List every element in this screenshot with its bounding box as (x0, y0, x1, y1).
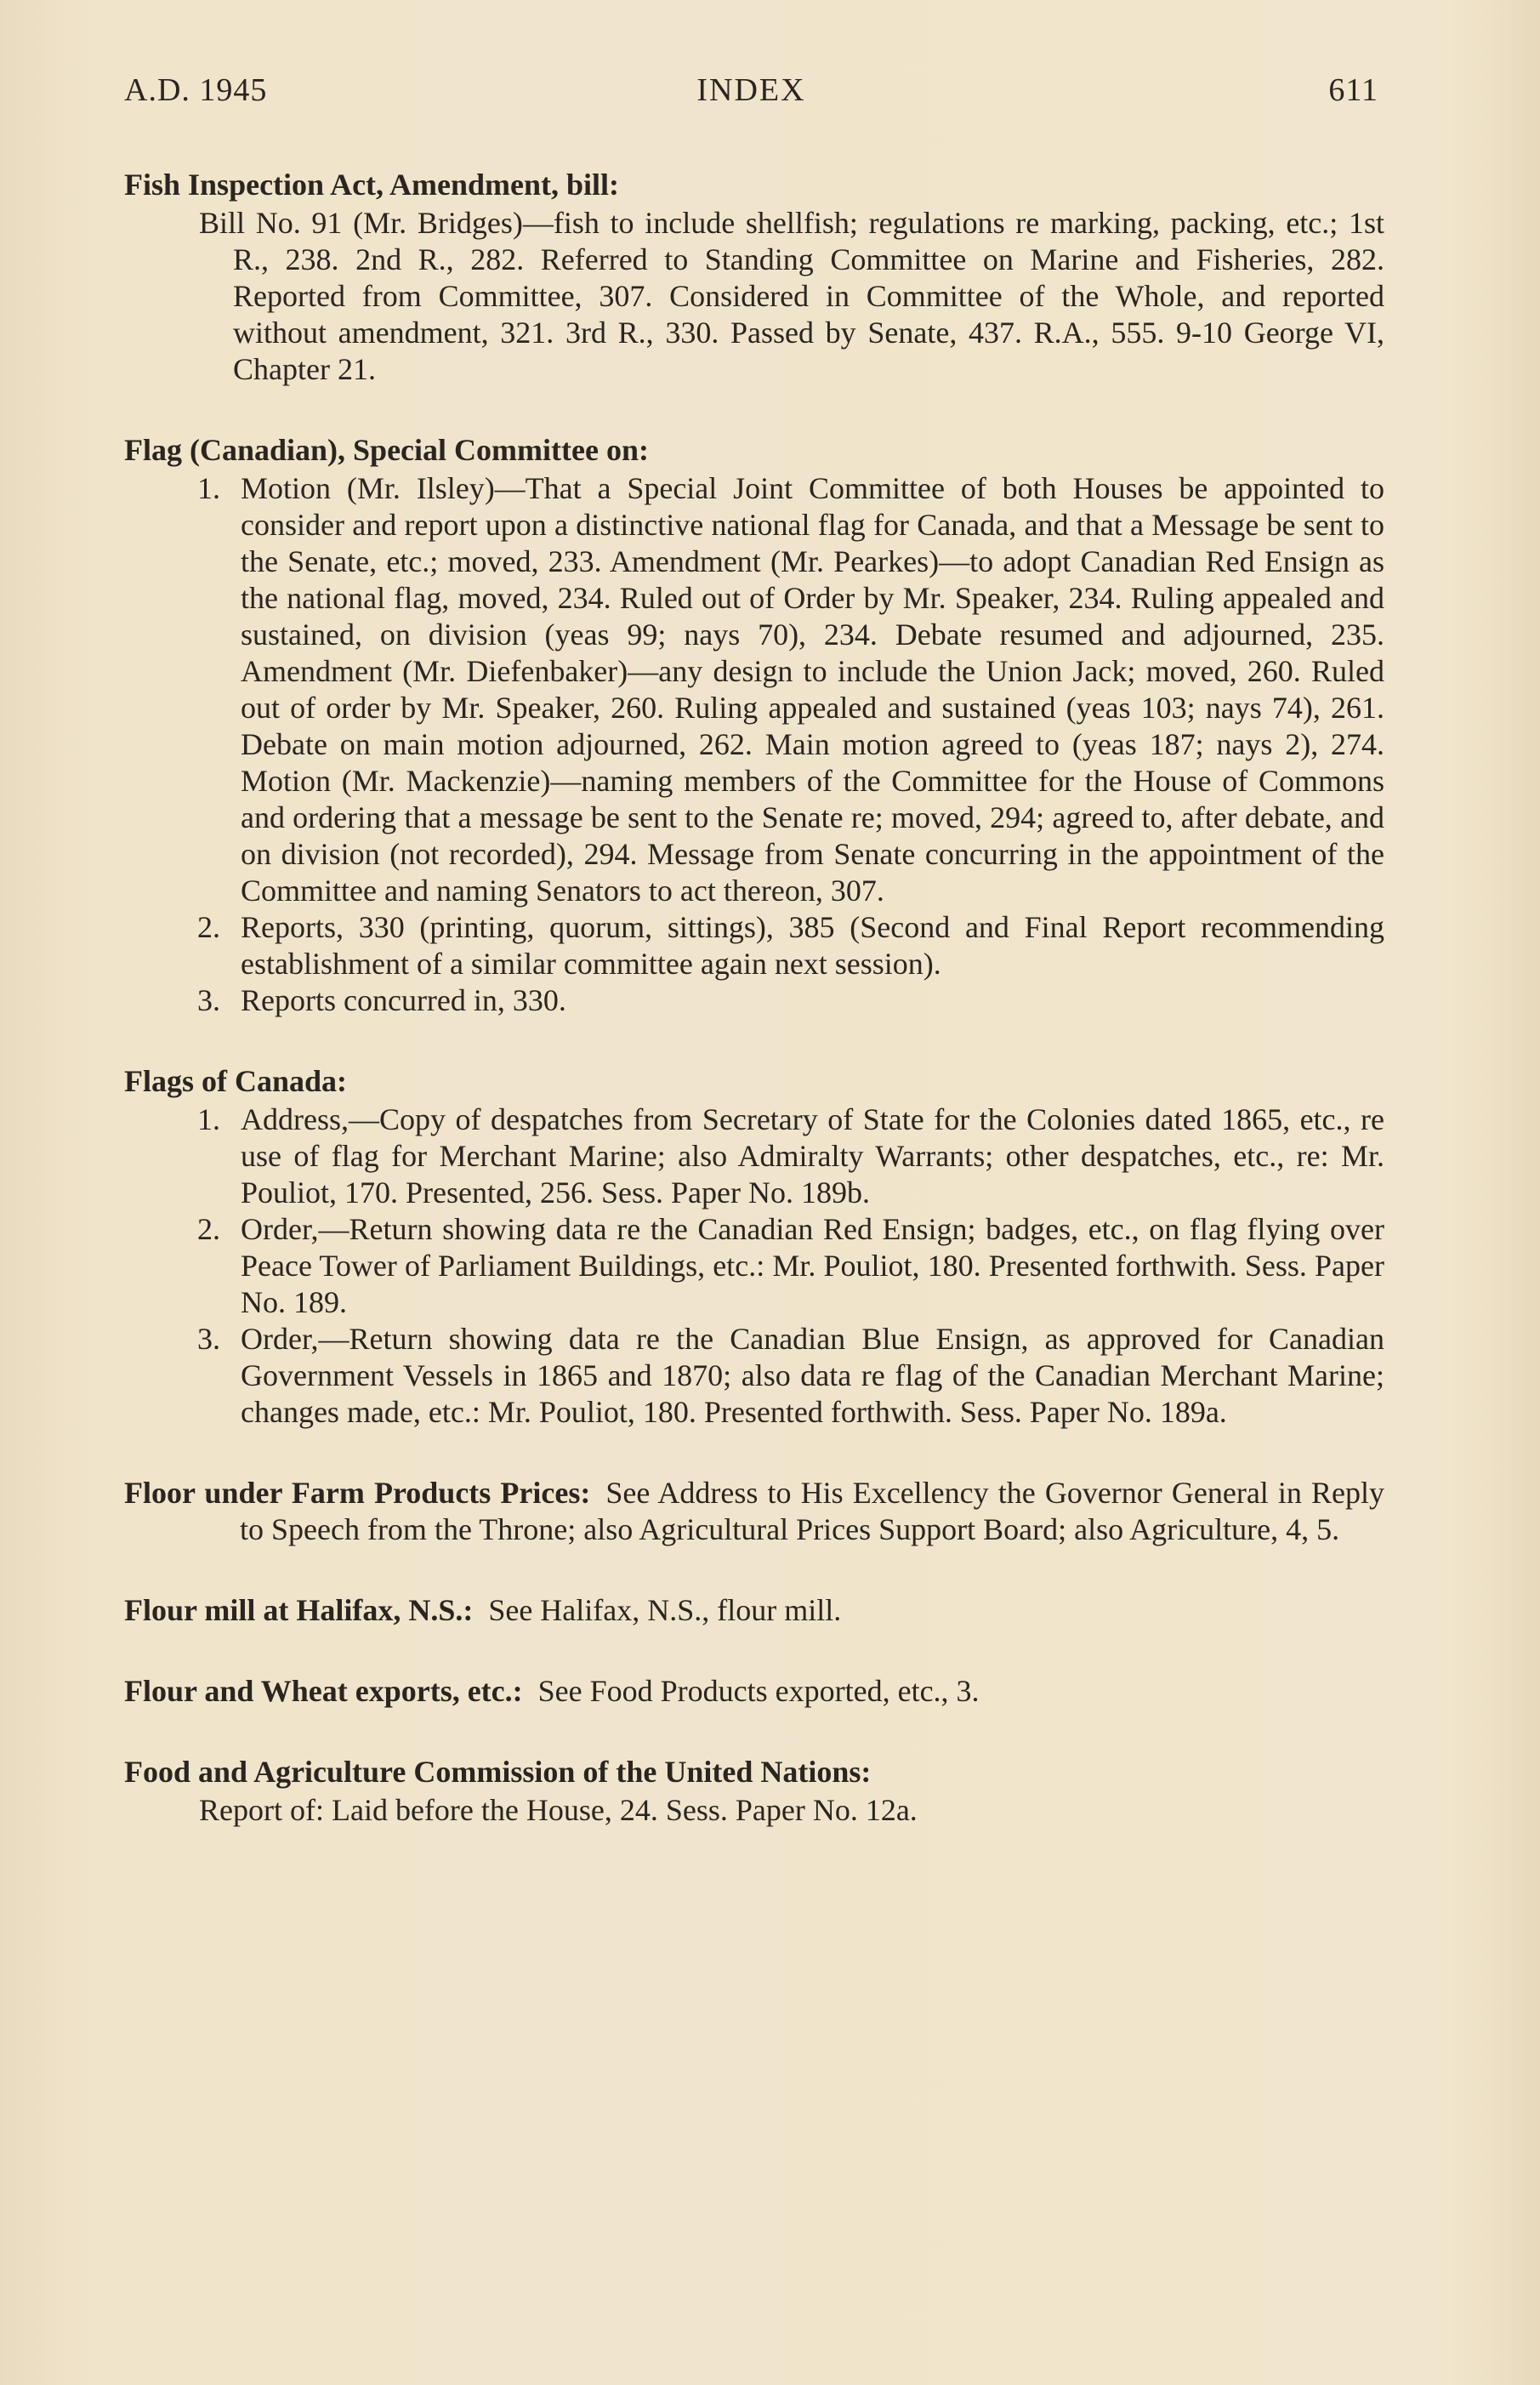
entry-text: Bill No. 91 (Mr. Bridges)—fish to include shellfish; regulations re marking, packing, etc.; 1st R., 238. 2nd R., 282. Referred to Standing Committee on Marine and Fisheries, 282. Reported from Committee, 307. Considered in Committee of the Whole, and reported without amendment, 321. 3rd R., 330. Passed by Senate, 437. R.A., 555. 9-10 George VI, Chapter 21. (199, 206, 1384, 386)
entry-items (124, 470, 1384, 1019)
index-entry-floor-farm-prices (124, 1475, 1384, 1548)
index-entry-flag-committee (124, 432, 1384, 1019)
entry-heading: Flour mill at Halifax, N.S.: (124, 1593, 474, 1627)
entry-heading: Floor under Farm Products Prices: (124, 1476, 591, 1510)
item-text: Reports, 330 (printing, quorum, sittings), 385 (Second and Final Report recommending establishment of a similar committee again next session). (241, 910, 1384, 981)
list-item (124, 470, 1384, 909)
page-number: 611 (1328, 72, 1378, 108)
item-number: 1. (197, 471, 220, 505)
entry-heading: Flag (Canadian), Special Committee on: (124, 433, 649, 467)
list-item (124, 1321, 1384, 1431)
list-item (124, 1101, 1384, 1211)
running-head (124, 71, 1378, 117)
item-number: 2. (197, 910, 220, 944)
entry-heading: Flags of Canada: (124, 1064, 348, 1098)
item-text: Order,—Return showing data re the Canadian Blue Ensign, as approved for Canadian Government Vessels in 1865 and 1870; also data re flag of the Canadian Merchant Marine; changes made, etc.: Mr. Pouliot, 180. Presented forthwith. Sess. Paper No. 189a. (241, 1322, 1384, 1429)
item-number: 3. (197, 983, 220, 1017)
entry-heading: Food and Agriculture Commission of the United Nations: (124, 1755, 872, 1789)
list-item (124, 909, 1384, 982)
entry-items (124, 1101, 1384, 1431)
entry-heading: Flour and Wheat exports, etc.: (124, 1674, 523, 1708)
index-entry-flour-mill-halifax (124, 1592, 1384, 1629)
index-entry-food-agriculture-commission (124, 1754, 1384, 1829)
index-entry-fish-inspection (124, 167, 1384, 388)
entry-text: See Address to His Excellency the Governor General in Reply to Speech from the Throne; also Agricultural Prices Support Board; also Agriculture, 4, 5. (240, 1476, 1384, 1546)
list-item (124, 982, 1384, 1019)
item-number: 2. (197, 1212, 220, 1246)
item-text: Order,—Return showing data re the Canadian Red Ensign; badges, etc., on flag flying over Peace Tower of Parliament Buildings, etc.: Mr. Pouliot, 180. Presented forthwith. Sess. Paper No. 189. (241, 1212, 1384, 1319)
index-entry-flags-of-canada (124, 1063, 1384, 1431)
item-text: Reports concurred in, 330. (241, 983, 566, 1017)
item-text: Motion (Mr. Ilsley)—That a Special Joint Committee of both Houses be appointed to consider and report upon a distinctive national flag for Canada, and that a Message be sent to the Senate, etc.; moved, 233. Amendment (Mr. Pearkes)—to adopt Canadian Red Ensign as the national flag, moved, 234. Ruled out of Order by Mr. Speaker, 234. Ruling appealed and sustained, on division (yeas 99; nays 70), 234. Debate resumed and adjourned, 235. Amendment (Mr. Diefenbaker)—any design to include the Union Jack; moved, 260. Ruled out of order by Mr. Speaker, 260. Ruling appealed and sustained (yeas 103; nays 74), 261. Debate on main motion adjourned, 262. Main motion agreed to (yeas 187; nays 2), 274. Motion (Mr. Mackenzie)—naming members of the Committee for the House of Commons and ordering that a message be sent to the Senate re; moved, 294; agreed to, after debate, and on division (not recorded), 294. Message from Senate concurring in the appointment of the Committee and naming Senators to act thereon, 307. (241, 471, 1384, 908)
item-text: Address,—Copy of despatches from Secretary of State for the Colonies dated 1865, etc., re use of flag for Merchant Marine; also Admiralty Warrants; other despatches, etc., re: Mr. Pouliot, 170. Presented, 256. Sess. Paper No. 189b. (241, 1102, 1384, 1210)
entry-text: Report of: Laid before the House, 24. Sess. Paper No. 12a. (199, 1793, 918, 1827)
item-number: 3. (197, 1322, 220, 1356)
index-entry-flour-wheat-exports (124, 1673, 1384, 1710)
list-item (124, 1211, 1384, 1321)
item-number: 1. (197, 1102, 220, 1136)
header-title: INDEX (696, 72, 806, 108)
entry-heading: Fish Inspection Act, Amendment, bill: (124, 168, 620, 202)
entry-text: See Food Products exported, etc., 3. (537, 1674, 980, 1708)
entry-text: See Halifax, N.S., flour mill. (488, 1593, 842, 1627)
header-year: A.D. 1945 (124, 72, 268, 108)
index-content (124, 167, 1384, 1873)
